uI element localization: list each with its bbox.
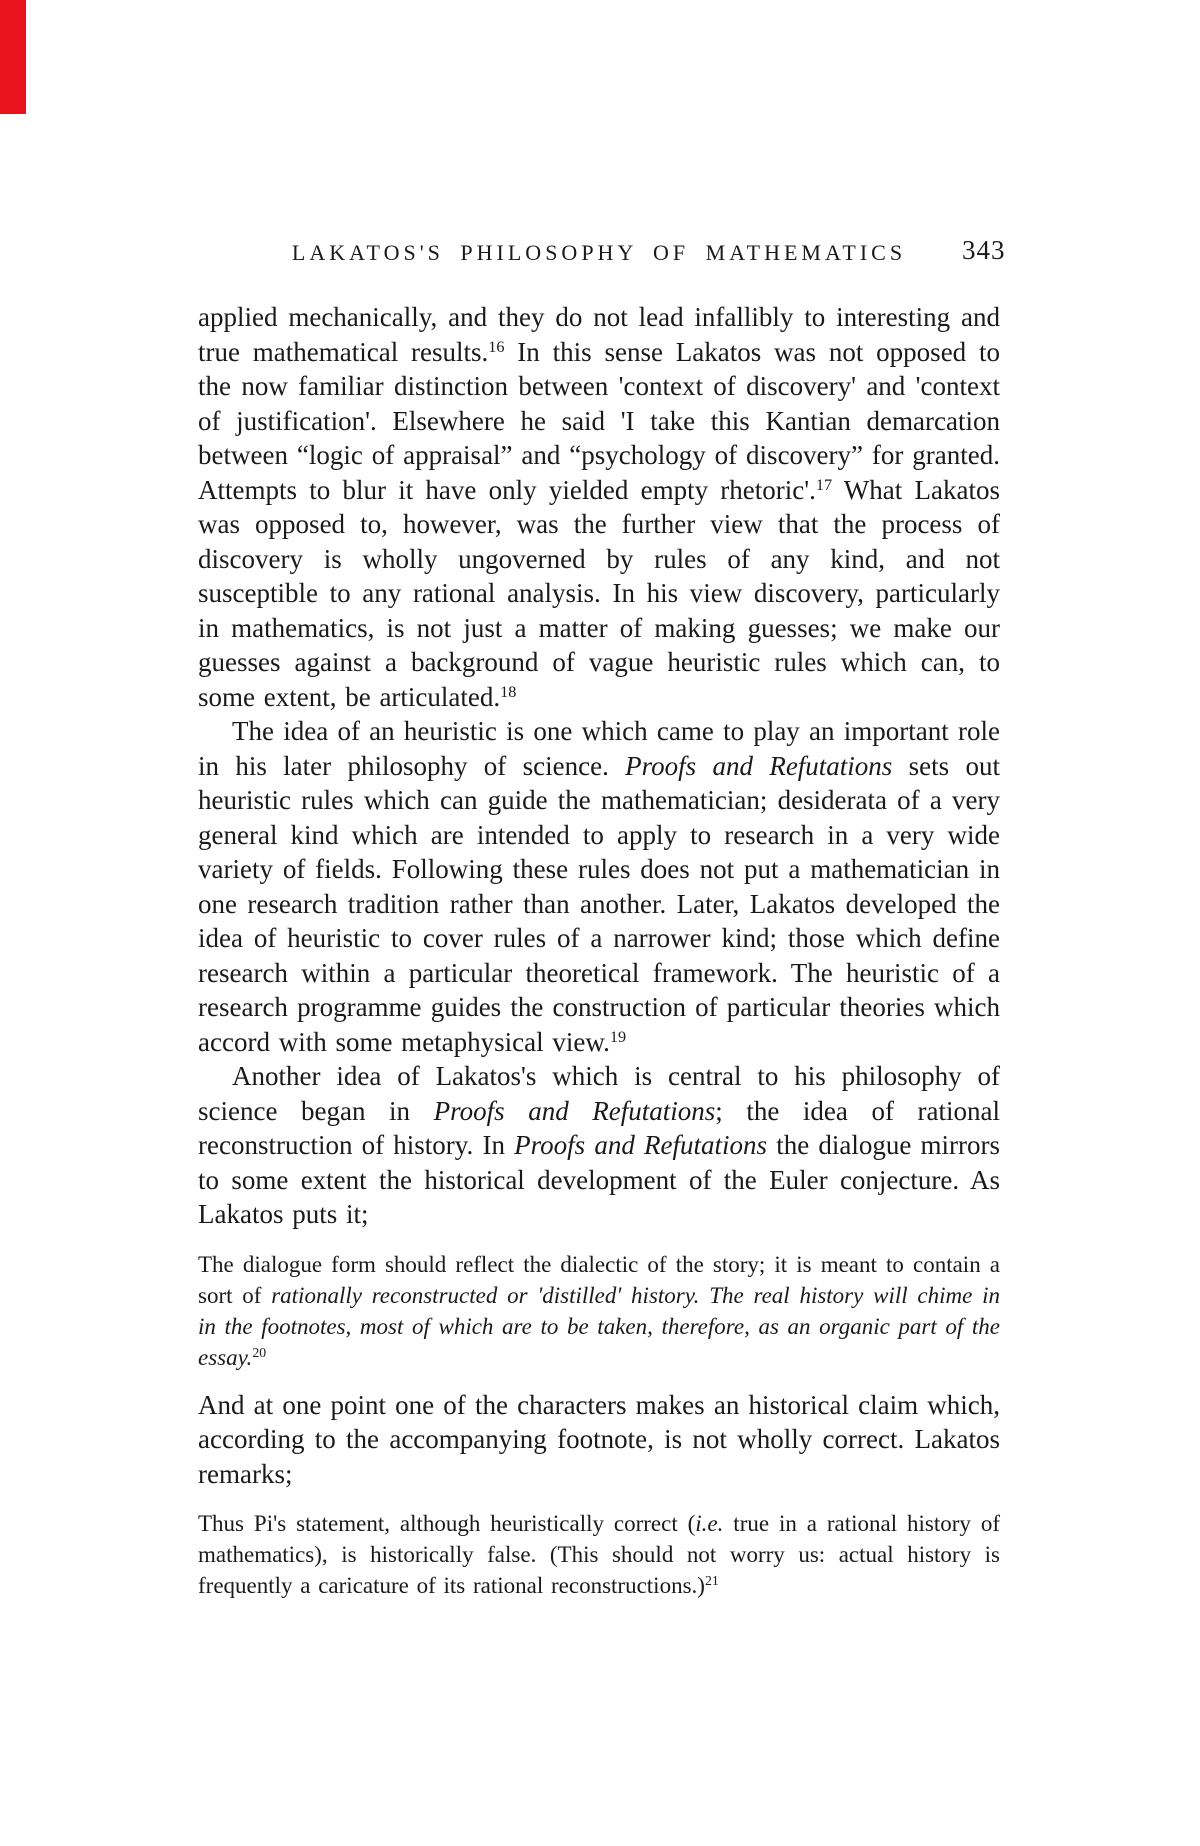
- document-body: [198, 300, 1000, 1616]
- block-quote: The dialogue form should reflect the dialectic of the story; it is meant to contain a sort of rationally reconstructed or 'distilled' history. The real history will chime in in the footnotes, most of which are to be taken, therefore, as an organic part of the essay.$^{20}$: [198, 1251, 1000, 1370]
- footnote-reference: 17: [815, 475, 833, 494]
- footnote-reference: 20: [252, 1344, 267, 1360]
- paragraph: Another idea of Lakatos's which is central to his philosophy of science began in Proofs and Refutations; the idea of rational reconstruction of history. In Proofs and Refutations the dialogue mirrors to some extent the historical development of the Euler conjecture. As Lakatos puts it;: [198, 1061, 1000, 1229]
- footnote-reference: 21: [704, 1573, 719, 1589]
- paragraph: The idea of an heuristic is one which came to play an important role in his later philosophy of science. Proofs and Refutations sets out heuristic rules which can guide the mathematician; desiderata of a very general kind which are intended to apply to research in a very wide variety of fields. Following these rules does not put a mathematician in one research tradition rather than another. Later, Lakatos developed the idea of heuristic to cover rules of a narrower kind; those which define research within a particular theoretical framework. The heuristic of a research programme guides the construction of particular theories which accord with some metaphysical view.$^{19}$: [198, 716, 1000, 1057]
- block-quote: Thus Pi's statement, although heuristically correct (i.e. true in a rational history of mathematics), is historically false. (This should not worry us: actual history is frequently a caricature of its rational reconstructions.)$^{21}$: [198, 1511, 1000, 1598]
- paragraph: And at one point one of the characters makes an historical claim which, according to the accompanying footnote, is not wholly correct. Lakatos remarks;: [198, 1389, 1000, 1489]
- scan-artifact-red-mark: [0, 0, 26, 114]
- footnote-reference: 16: [488, 337, 505, 356]
- page-number: 343: [962, 235, 1006, 265]
- running-head-title: LAKATOS'S PHILOSOPHY OF MATHEMATICS: [291, 240, 907, 265]
- paragraph: applied mechanically, and they do not lead infallibly to interesting and true mathematical results.$^{16}$ In this sense Lakatos was not opposed to the now familiar distinction between 'context of discovery' and 'context of justification'. Elsewhere he said 'I take this Kantian demarcation between “logic of appraisal” and “psychology of discovery” for granted. Attempts to blur it have only yielded empty rhetoric'.$^{17}$ What Lakatos was opposed to, however, was the further view that the process of discovery is wholly ungoverned by rules of any kind, and not susceptible to any rational analysis. In his view discovery, particularly in mathematics, is not just a matter of making guesses; we make our guesses against a background of vague heuristic rules which can, to some extent, be articulated.$^{18}$: [198, 302, 1000, 712]
- footnote-reference: 19: [609, 1027, 627, 1046]
- footnote-reference: 18: [500, 682, 517, 701]
